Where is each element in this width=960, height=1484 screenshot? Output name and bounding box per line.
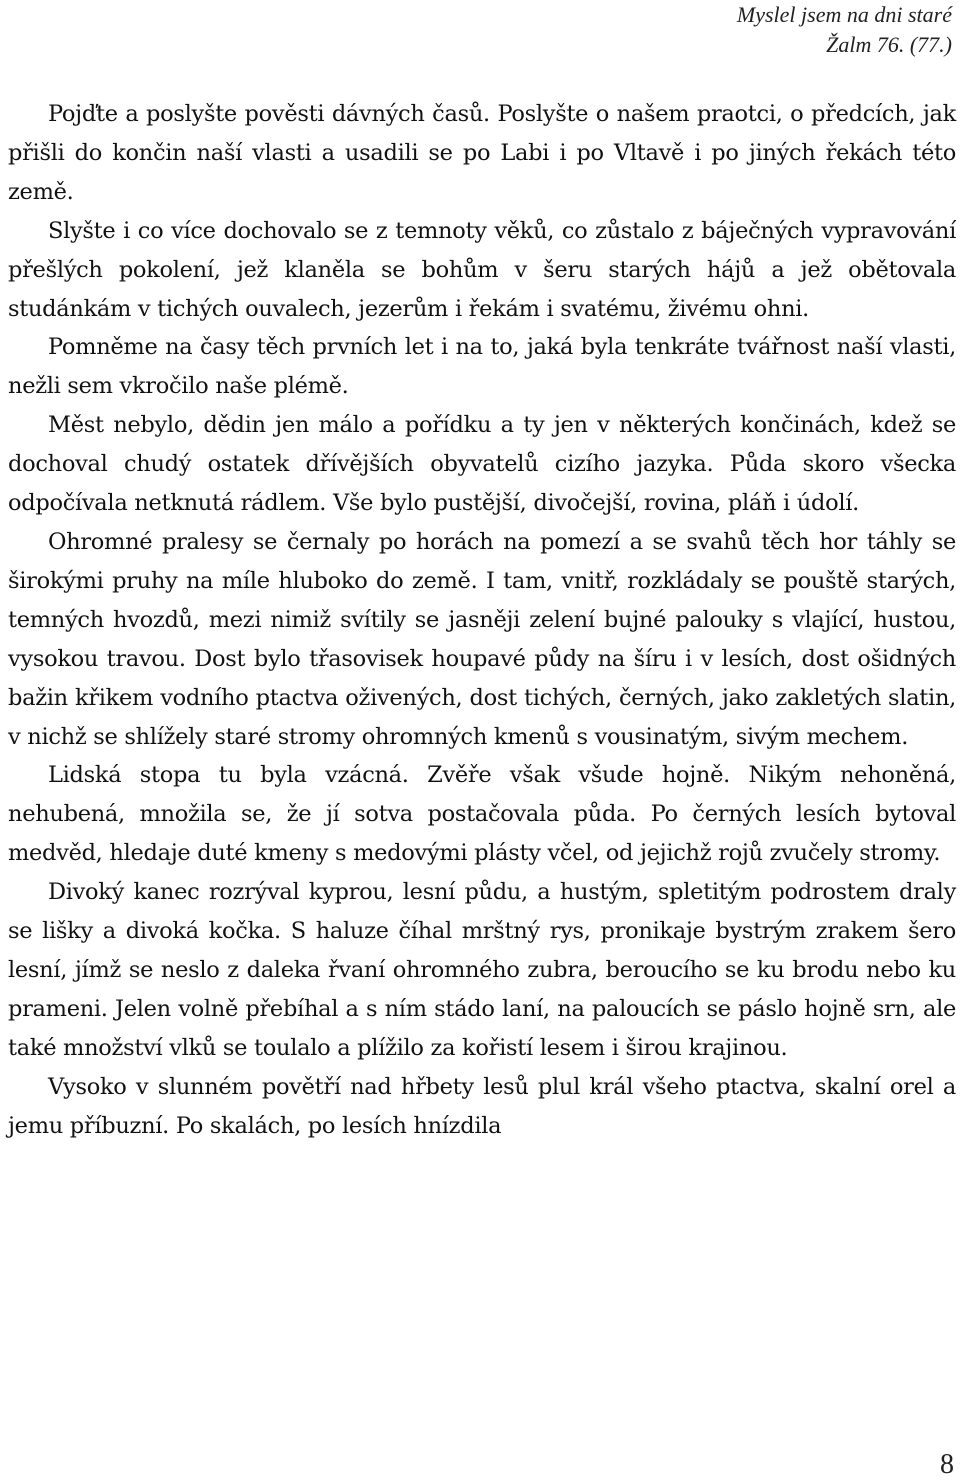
paragraph: Vysoko v slunném povětří nad hřbety lesů plul král všeho ptactva, skalní orel a jemu příbuzní. Po skalách, po lesích hnízdila xyxy=(8,1073,956,1139)
running-header xyxy=(737,0,952,60)
header-chapter-title: Myslel jsem na dni staré xyxy=(736,2,952,27)
paragraph: Ohromné pralesy se černaly po horách na pomezí a se svahů těch hor táhly se širokými pruhy na míle hluboko do země. I tam, vnitř, rozkládaly se pouště starých, temných hvozdů, mezi nimiž svítily se jasněji zelení bujné palouky s vlající, hustou, vysokou travou. Dost bylo třasovisek houpavé půdy na šíru i v lesích, dost ošidných bažin křikem vodního ptactva oživených, dost tichých, černých, jako zakletých slatin, v nichž se shlížely staré stromy ohromných kmenů s vousinatým, sivým mechem. xyxy=(8,528,956,750)
paragraph: Pomněme na časy těch prvních let i na to, jaká byla tenkráte tvářnost naší vlasti, nežli sem vkročilo naše plémě. xyxy=(8,334,956,400)
paragraph: Divoký kanec rozrýval kyprou, lesní půdu, a hustým, spletitým podrostem draly se lišky a divoká kočka. S haluze číhal mrštný rys, pronikaje bystrým zrakem šero lesní, jímž se neslo z daleka řvaní ohromného zubra, beroucího se ku brodu nebo ku prameni. Jelen volně přebíhal a s ním stádo laní, na paloucích se páslo hojně srn, ale také množství vlků se toulalo a plížilo za kořistí lesem i širou krajinou. xyxy=(8,879,956,1061)
paragraph: Pojďte a poslyšte pověsti dávných časů. Poslyšte o našem praotci, o předcích, jak přišli do končin naší vlasti a usadili se po Labi i po Vltavě i po jiných řekách této země. xyxy=(8,101,956,205)
header-psalm-reference: Žalm 76. (77.) xyxy=(826,32,952,57)
paragraph: Slyšte i co více dochovalo se z temnoty věků, co zůstalo z báječných vypravování přešlých pokolení, jež klaněla se bohům v šeru starých hájů a jež obětovala studánkám v tichých ouvalech, jezerům i řekám i svatému, živému ohni. xyxy=(8,217,956,322)
page-body xyxy=(8,95,956,1145)
page-number: 8 xyxy=(940,1449,954,1480)
paragraph: Měst nebylo, dědin jen málo a pořídku a ty jen v některých končinách, kdež se dochoval chudý ostatek dřívějších obyvatelů cizího jazyka. Půda skoro všecka odpočívala netknutá rádlem. Vše bylo pustější, divočejší, rovina, pláň i údolí. xyxy=(8,412,956,517)
paragraph: Lidská stopa tu byla vzácná. Zvěře však všude hojně. Nikým nehoněná, nehubená, množila se, že jí sotva postačovala půda. Po černých lesích bytoval medvěd, hledaje duté kmeny s medovými plásty včel, od jejichž rojů zvučely stromy. xyxy=(8,762,956,867)
